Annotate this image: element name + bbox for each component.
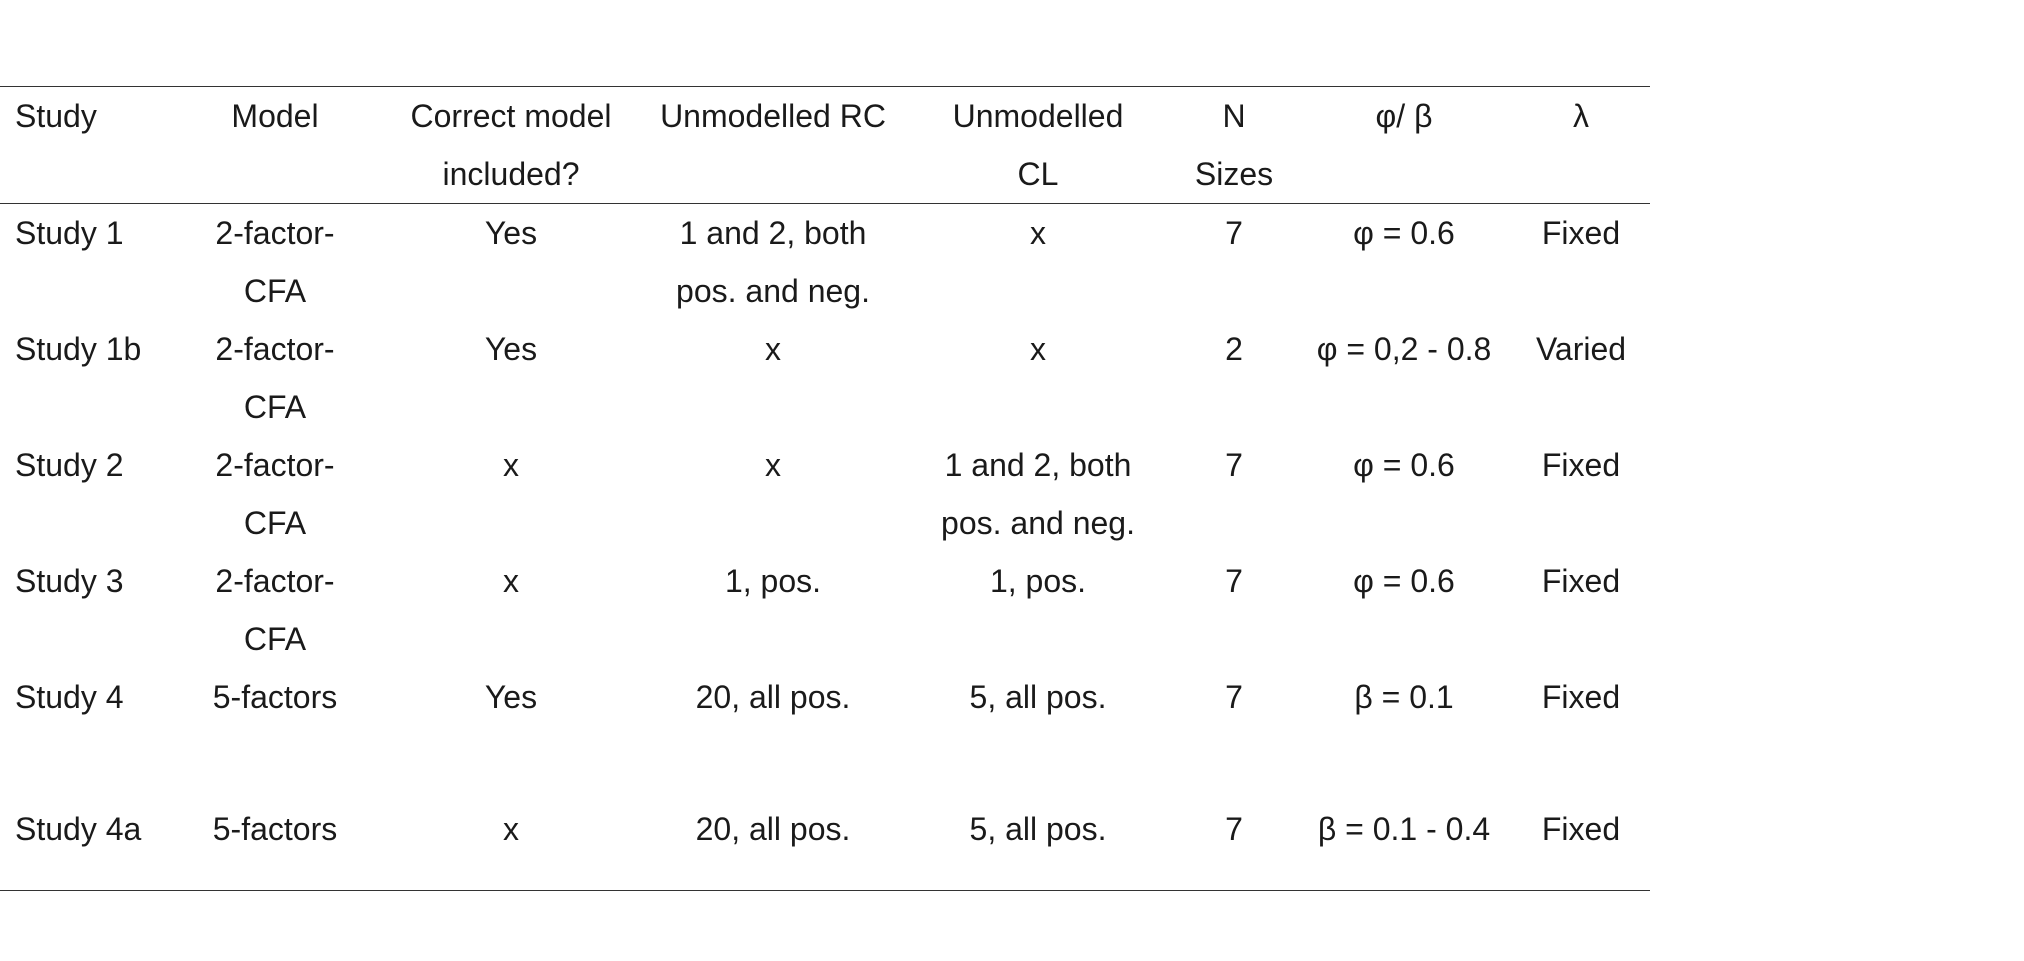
- cell-lambda: Varied: [1535, 331, 1627, 367]
- cell-unmodelled-cl: 1, pos.: [989, 563, 1087, 599]
- cell-model: 5-factors: [212, 679, 338, 715]
- cell-phi-beta: β = 0.1 - 0.4: [1317, 811, 1491, 847]
- table-row: [0, 668, 1650, 784]
- study-table-container: [0, 86, 1650, 891]
- header-correct-model-included: Correct model included?: [410, 98, 612, 192]
- cell-correct-model: x: [503, 447, 519, 483]
- cell-lambda: Fixed: [1541, 563, 1621, 599]
- table-row: [0, 436, 1650, 552]
- cell-unmodelled-cl: x: [1030, 215, 1046, 251]
- header-unmodelled-rc: Unmodelled RC: [660, 98, 886, 134]
- cell-unmodelled-rc: 20, all pos.: [695, 679, 851, 715]
- header-unmodelled-cl: Unmodelled CL: [952, 98, 1124, 192]
- cell-unmodelled-rc: x: [765, 447, 781, 483]
- cell-lambda: Fixed: [1541, 811, 1621, 847]
- cell-unmodelled-rc: x: [765, 331, 781, 367]
- table-row: [0, 320, 1650, 436]
- cell-unmodelled-rc: 1, pos.: [724, 563, 822, 599]
- table-row: [0, 784, 1650, 891]
- table-row: [0, 204, 1650, 321]
- cell-model: 2-factor- CFA: [215, 331, 335, 425]
- cell-unmodelled-rc: 20, all pos.: [695, 811, 851, 847]
- cell-study: Study 4a: [15, 811, 142, 847]
- table-header-row: [0, 87, 1650, 204]
- cell-phi-beta: φ = 0.6: [1353, 447, 1455, 483]
- header-lambda: λ: [1573, 98, 1589, 134]
- cell-model: 2-factor- CFA: [215, 447, 335, 541]
- cell-unmodelled-cl: 5, all pos.: [969, 679, 1107, 715]
- study-comparison-table: [0, 86, 1650, 891]
- cell-correct-model: Yes: [484, 215, 538, 251]
- cell-unmodelled-cl: x: [1030, 331, 1046, 367]
- header-phi-beta: φ/ β: [1375, 98, 1433, 134]
- cell-model: 2-factor- CFA: [215, 563, 335, 657]
- cell-study: Study 2: [15, 447, 124, 483]
- cell-n-sizes: 7: [1225, 215, 1243, 251]
- cell-study: Study 4: [15, 679, 124, 715]
- cell-n-sizes: 2: [1225, 331, 1243, 367]
- cell-study: Study 1b: [15, 331, 142, 367]
- header-study: Study: [15, 98, 97, 134]
- cell-correct-model: x: [503, 563, 519, 599]
- cell-correct-model: Yes: [484, 331, 538, 367]
- header-model: Model: [231, 98, 319, 134]
- cell-n-sizes: 7: [1225, 447, 1243, 483]
- cell-unmodelled-rc: 1 and 2, both pos. and neg.: [676, 215, 870, 309]
- cell-study: Study 1: [15, 215, 124, 251]
- cell-model: 5-factors: [212, 811, 338, 847]
- cell-n-sizes: 7: [1225, 811, 1243, 847]
- cell-phi-beta: φ = 0.6: [1353, 215, 1455, 251]
- cell-lambda: Fixed: [1541, 447, 1621, 483]
- cell-n-sizes: 7: [1225, 563, 1243, 599]
- header-n-sizes: N Sizes: [1194, 98, 1274, 192]
- cell-lambda: Fixed: [1541, 679, 1621, 715]
- table-row: [0, 552, 1650, 668]
- cell-unmodelled-cl: 5, all pos.: [969, 811, 1107, 847]
- cell-unmodelled-cl: 1 and 2, both pos. and neg.: [941, 447, 1135, 541]
- cell-n-sizes: 7: [1225, 679, 1243, 715]
- cell-correct-model: x: [503, 811, 519, 847]
- cell-correct-model: Yes: [484, 679, 538, 715]
- cell-phi-beta: φ = 0.6: [1353, 563, 1455, 599]
- cell-phi-beta: β = 0.1: [1354, 679, 1454, 715]
- cell-study: Study 3: [15, 563, 124, 599]
- cell-model: 2-factor- CFA: [215, 215, 335, 309]
- cell-phi-beta: φ = 0,2 - 0.8: [1316, 331, 1492, 367]
- cell-lambda: Fixed: [1541, 215, 1621, 251]
